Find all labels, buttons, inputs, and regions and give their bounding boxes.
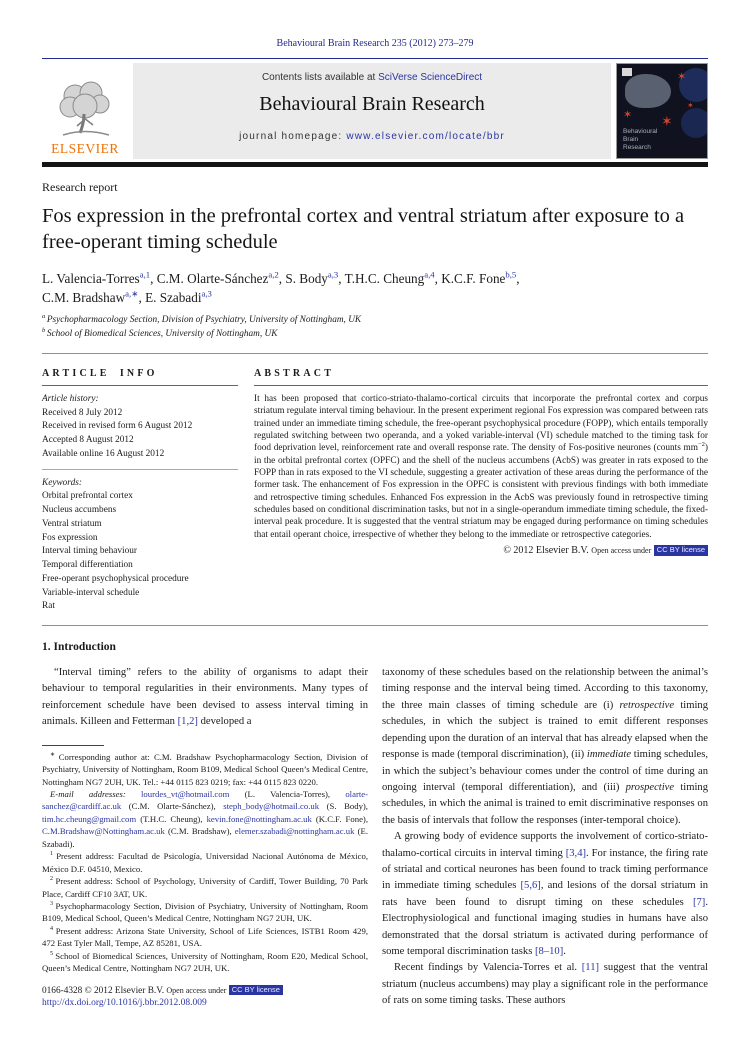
keyword-item: Ventral striatum: [42, 518, 102, 529]
abstract-bottom-rule: [42, 625, 708, 626]
inline-link[interactable]: lourdes_vt@hotmail.com: [141, 789, 230, 799]
history-item: Received 8 July 2012: [42, 407, 123, 418]
info-inner-rule: [42, 469, 238, 470]
cc-by-license-badge[interactable]: CC BY license: [654, 545, 708, 556]
inline-link[interactable]: [11]: [581, 962, 600, 974]
intro-paragraph: “Interval timing” refers to the ability of organisms to adapt their behaviour to temporal regularities in their environments. Many types of reinforcement schedule have been devised to assess interval timing in animals. Killeen and Fetterman [1,2] developed a: [42, 667, 368, 728]
cover-neuron-icon: ✶: [677, 71, 687, 83]
inline-link[interactable]: olarte-sanchez@cardiff.ac.uk: [42, 789, 368, 812]
keywords-label: Keywords:: [42, 477, 82, 488]
journal-header: [42, 63, 708, 159]
journal-banner: [133, 63, 611, 159]
article-info-heading: ARTICLE INFO: [42, 367, 158, 379]
abstract-heading: ABSTRACT: [254, 367, 335, 379]
inline-link[interactable]: tim.hc.cheung@gmail.com: [42, 813, 137, 824]
affiliation-a: $^a$ Psychopharmacology Section, Division of Psychiatry, University of Nottingham, UK: [42, 312, 362, 325]
contents-text: Contents lists available at: [261, 72, 379, 83]
keyword-item: Interval timing behaviour: [42, 546, 138, 557]
keyword-item: Rat: [42, 601, 55, 612]
inline-link[interactable]: [3,4]: [565, 847, 587, 859]
homepage-line: [133, 131, 611, 142]
section-divider-rule: [42, 353, 708, 354]
abstract-panel: [254, 368, 708, 614]
keyword-item: Orbital prefrontal cortex: [42, 491, 133, 502]
abstract-heading-rule: [254, 385, 708, 386]
author-line-1: L. Valencia-Torres$^{a,1}$, C.M. Olarte-Sánchez$^{a,2}$, S. Body$^{a,3}$, T.H.C. Cheung$^{a,4}$, K.C.F. Fone$^{b,5}$,: [42, 269, 520, 286]
cover-title-line: Research: [623, 143, 651, 151]
issn-copyright-line: [42, 985, 368, 996]
cover-title-line: Behavioural: [623, 127, 658, 135]
footnote-4: $^4$ Present address: Arizona State University, School of Life Sciences, ISTB1 Room 429, 472 East Tyler Mall, Tempe, AZ 85281, USA.: [42, 925, 369, 949]
history-item: Accepted 8 August 2012: [42, 435, 134, 446]
journal-title: Behavioural Brain Research: [259, 93, 485, 115]
author-list: [42, 269, 708, 307]
article-history-label: Article history:: [42, 393, 99, 404]
keyword-item: Variable-interval schedule: [42, 587, 140, 598]
cover-brain-scan-disc2: [681, 108, 708, 138]
inline-link[interactable]: [7]: [692, 896, 706, 908]
footnote-5: $^5$ School of Biomedical Sciences, University of Nottingham, Room E20, Medical School, Queen’s Medical Centre, Nottingham NG7 2UH, UK.: [42, 950, 369, 974]
article-page: [0, 38, 750, 1010]
inline-link[interactable]: elemer.szabadi@nottingham.ac.uk: [234, 826, 355, 837]
inline-link[interactable]: steph_body@hotmail.co.uk: [223, 801, 320, 812]
article-info-heading-rule: [42, 385, 238, 386]
doi-link[interactable]: http://dx.doi.org/10.1016/j.bbr.2012.08.009: [42, 997, 207, 1008]
footnote-2: $^2$ Present address: School of Psychology, University of Cardiff, Tower Building, 70 Park Place, Cardiff CF10 3AT, UK.: [42, 876, 368, 899]
affiliation-b: $^b$ School of Biomedical Sciences, University of Nottingham, UK: [42, 326, 278, 339]
body-columns: [42, 665, 708, 1010]
keyword-item: Fos expression: [42, 532, 98, 543]
keyword-item: Free-operant psychophysical procedure: [42, 573, 189, 584]
keyword-item: Temporal differentiation: [42, 560, 133, 571]
cover-neuron-icon: ✶: [661, 115, 673, 130]
intro-paragraph-2: A growing body of evidence supports the involvement of cortico-striato-thalamo-cortical circuits in interval timing [3,4]. For instance, the firing rate of striatal and cortical neurones has been found to track timing performance in immediate timing schedules [5,6], and lesions of the dorsal striatum in rats have been found to disrupt timing on these schedules [7]. Electrophysiological and functional imaging studies in humans have also demonstrated that the dorsal striatum is activated during performance of some temporal discrimination tasks [8–10].: [382, 831, 708, 957]
author-line-2: C.M. Bradshaw$^{a,∗}$, E. Szabadi$^{a,3}$: [42, 288, 212, 305]
article-type-label: Research report: [42, 180, 118, 194]
open-access-text-bottom: Open access under: [166, 985, 227, 995]
section-heading-introduction: 1. Introduction: [42, 641, 116, 654]
inline-link[interactable]: [8–10]: [535, 945, 564, 957]
journal-homepage-link[interactable]: www.elsevier.com/locate/bbr: [346, 131, 505, 142]
contents-line: [133, 72, 611, 83]
cc-by-license-badge-bottom[interactable]: CC BY license: [229, 985, 283, 996]
copyright-text: © 2012 Elsevier B.V.: [503, 545, 589, 557]
cover-brain-image: [625, 74, 671, 108]
inline-link[interactable]: C.M.Bradshaw@Nottingham.ac.uk: [42, 826, 165, 837]
corresponding-author-footnote: ∗ Corresponding author at: C.M. Bradshaw Psychopharmacology Section, Division of Psychiatry, University of Nottingham, Room B109, Medical School Queen’s Medical Centre, Nottingham NG7 2UH, UK. Tel.: +44 0115 823 0219; fax: +44 0115 823 0220.: [42, 751, 368, 787]
meta-section: [42, 368, 708, 614]
cover-title: [623, 128, 657, 152]
affiliations: [42, 314, 708, 342]
keyword-item: Nucleus accumbens: [42, 505, 117, 516]
elsevier-tree-icon: [53, 80, 117, 140]
left-column: [42, 665, 368, 1010]
elsevier-wordmark: ELSEVIER: [51, 141, 119, 156]
sciverse-sciencedirect-link[interactable]: SciVerse ScienceDirect: [378, 72, 483, 83]
inline-link[interactable]: [5,6]: [520, 880, 541, 892]
intro-paragraph-continued: taxonomy of these schedules based on the relationship between the animal’s timing response and the interval being timed. According to this taxonomy, the three main classes of timing schedule are (i) retrospective timing schedules, in which the subject is trained to emit different responses depending upon the duration of an interval that has already elapsed when the response is made (temporal discrimination), (ii) immediate timing schedules, in which the subject’s behaviour comes under the control of time during an ongoing interval (temporal differentiation), and (iii) prospective timing schedules, in which the animal is trained to emit discriminative responses on the basis of intervals that follow the responses (inter-temporal choice).: [382, 667, 709, 826]
cover-title-line: Brain: [623, 135, 639, 143]
cover-neuron-icon: ✶: [623, 109, 633, 121]
footnote-3: $^3$ Psychopharmacology Section, Division of Psychiatry, University of Nottingham, Room B109, Medical School, Queen’s Medical Centre, Nottingham NG7 2UH, UK.: [42, 900, 368, 924]
footnote-separator-rule: [42, 745, 104, 746]
header-divider-bar: [42, 162, 708, 167]
cover-logo-square: [622, 68, 632, 76]
article-info-panel: [42, 368, 238, 614]
elsevier-logo[interactable]: [42, 63, 128, 159]
cover-neuron-icon: ✶: [687, 101, 694, 110]
email-addresses-footnote: E-mail addresses: lourdes_vt@hotmail.com (L. Valencia-Torres), olarte-sanchez@cardiff.ac.uk (C.M. Olarte-Sánchez), steph_body@hotmail.co.uk (S. Body), tim.hc.cheung@gmail.com (T.H.C. Cheung), kevin.fone@nottingham.ac.uk (K.C.F. Fone), C.M.Bradshaw@Nottingham.ac.uk (C.M. Bradshaw), elemer.szabadi@nottingham.ac.uk (E. Szabadi).: [42, 789, 368, 849]
inline-link[interactable]: kevin.fone@nottingham.ac.uk: [206, 813, 312, 824]
header-top-rule: [42, 58, 708, 59]
open-access-text: Open access under: [591, 546, 652, 556]
journal-citation: Behavioural Brain Research 235 (2012) 273–279: [276, 38, 474, 49]
journal-cover-thumbnail[interactable]: [616, 63, 708, 159]
footnote-1: $^1$ Present address: Facultad de Psicología, Universidad Nacional Autónoma de México, México D.F. 04510, Mexico.: [42, 851, 368, 874]
article-title: Fos expression in the prefrontal cortex and ventral striatum after exposure to a free-operant timing schedule: [42, 205, 685, 253]
intro-paragraph-3: Recent findings by Valencia-Torres et al. [11] suggest that the ventral striatum (nucleus accumbens) may play a significant role in the performance of rats on some timing tasks. These authors: [382, 962, 708, 1007]
inline-link[interactable]: [1,2]: [177, 716, 198, 728]
history-item: Available online 16 August 2012: [42, 448, 165, 459]
right-column: [382, 665, 708, 1010]
abstract-text: It has been proposed that cortico-striato-thalamo-cortical circuits that incorporate the prefrontal cortex and corpus striatum regulate interval timing behaviour. In the present experiment regional Fos expression was compared between rats trained under an immediate timing schedule, the free-operant psychophysical procedure (FOPP), which entails temporally regulated switching between two operanda, and a yoked variable-interval (VI) schedule matched to the timing task for food deprivation level, reinforcement rate and overall response rate. The density of Fos-positive neurones (counts $mm^{-2}$) in the orbital prefrontal cortex (OPFC) and the shell of the nucleus accumbens (AcbS) was greater in rats exposed to the FOPP than in rats exposed to the VI schedule, suggesting a greater activation of these areas during the performance of the former task. The enhancement of Fos expression in the OPFC is consistent with previous findings with both immediate and retrospective timing schedules. Enhanced Fos expression in the AcbS was previously found in retrospective timing schedules based on conditional discrimination tasks, but not in a single-operandum immediate timing schedule, the fixed-interval peak procedure. It is suggested that the ventral striatum may be engaged during performance on timing schedules that entail operant choice, irrespective of whether they belong to the immediate or retrospective categories.: [254, 393, 708, 540]
history-item: Received in revised form 6 August 2012: [42, 421, 193, 432]
issn-text: 0166-4328 © 2012 Elsevier B.V.: [42, 985, 165, 996]
copyright-line: [254, 545, 708, 556]
homepage-text: journal homepage:: [239, 131, 347, 142]
